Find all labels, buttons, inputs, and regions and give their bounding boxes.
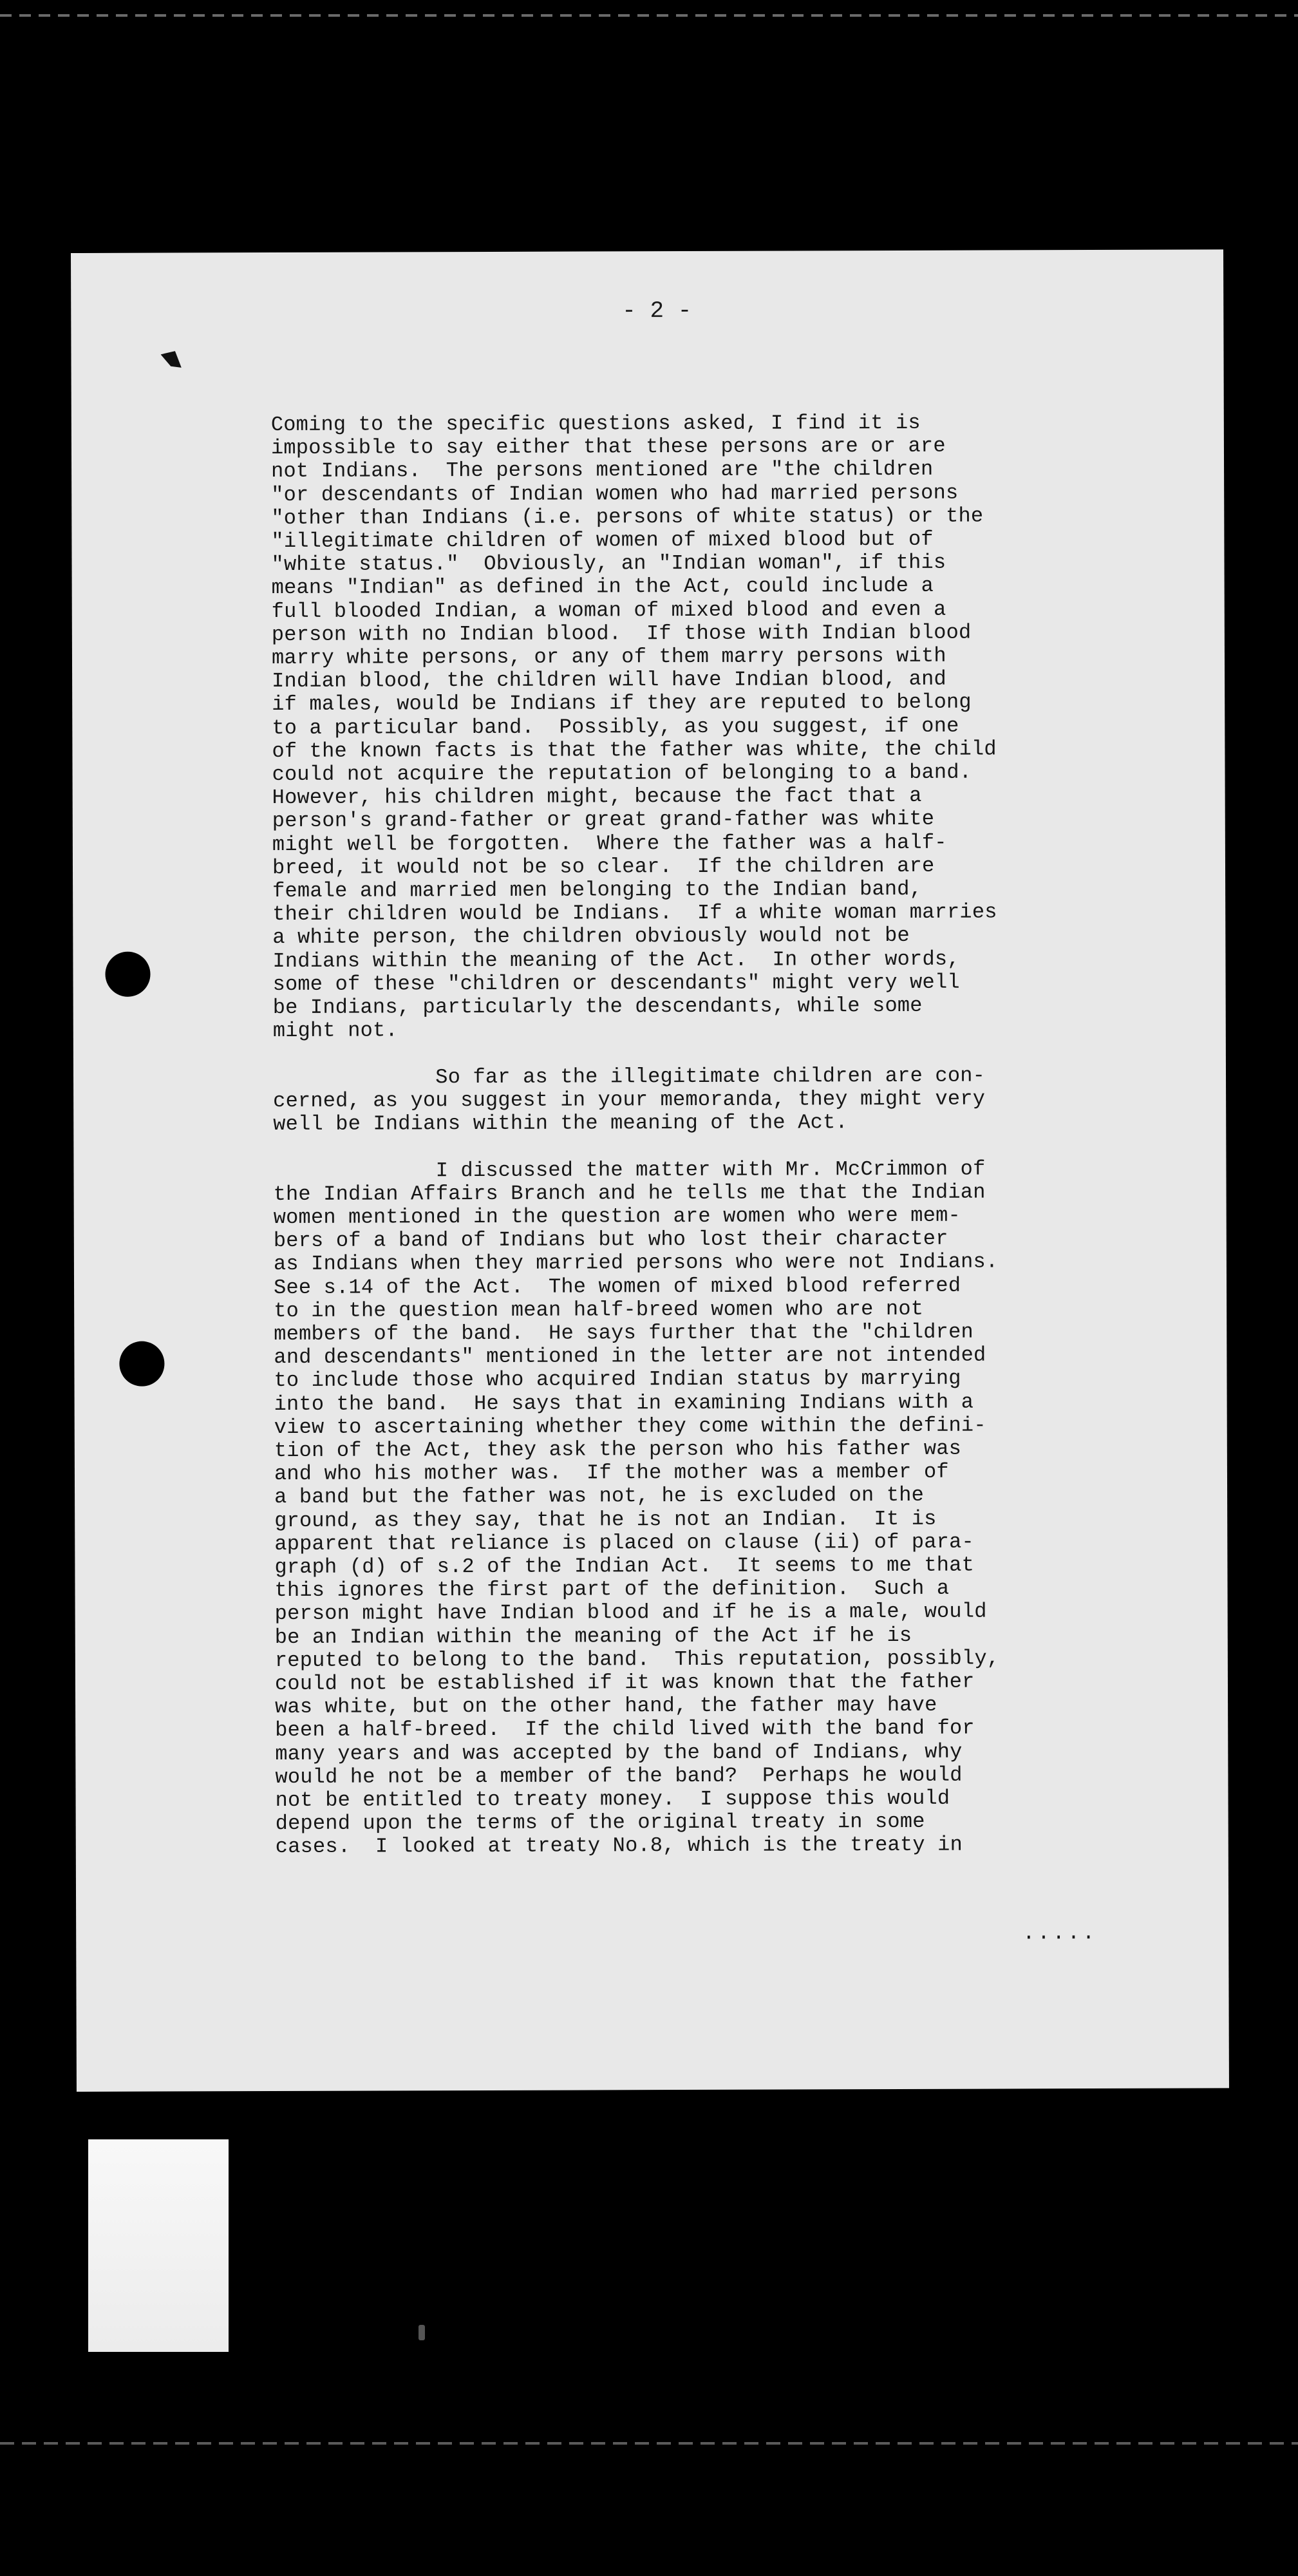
film-strip-bottom-edge — [0, 2442, 1298, 2445]
dust-speck — [419, 2325, 425, 2340]
paragraph-3: I discussed the matter with Mr. McCrimmon of the Indian Affairs Branch and he tells me that the Indian women mentioned in the question are women who were mem- bers of a band of Indians but who lost their character as Indians when they married persons who were not Indians. See s.14 of the Act. The women of mixed blood referred to in the question mean half-breed women who are not members of the band. He says further that the "children and descendants" mentioned in the letter are not intended to include those who acquired Indian status by marrying into the band. He says that in examining Indians with a view to ascertaining whether they come within the defini- tion of the Act, they ask the person who his father was and who his mother was. If the mother was a member of a band but the father was not, he is excluded on the ground, as they say, that he is not an Indian. It is apparent that reliance is placed on clause (ii) of para- graph (d) of s.2 of the Indian Act. It seems to me that this ignores the first part of the definition. Such a person might have Indian blood and if he is a male, would be an Indian within the meaning of the Act if he is reputed to belong to the band. This reputation, possibly, could not be established if it was known that the father was white, but on the other hand, the father may have been a half-breed. If the child lived with the band for many years and was accepted by the band of Indians, why would he not be a member of the band? Perhaps he would not be entitled to treaty money. I suppose this would depend upon the terms of the original treaty in some cases. I looked at treaty No.8, which is the treaty in — [273, 1157, 1000, 1859]
punch-hole-bottom — [119, 1341, 164, 1387]
film-strip-top-edge — [0, 14, 1298, 17]
paper-slip-surface — [88, 2139, 229, 2352]
document-page — [71, 249, 1229, 2092]
letter-body — [271, 410, 1216, 1859]
punch-hole-top — [105, 952, 150, 997]
page-number: - 2 - — [622, 297, 692, 325]
paper-slip — [88, 2139, 229, 2352]
paragraph-1: Coming to the specific questions asked, I find it is impossible to say either that these persons are or are not Indians. The persons mentioned are "the children "or descendants of Indian women who had married persons "other than Indians (i.e. persons of white status) or the "illegitimate children of women of mixed blood but of "white status." Obviously, an "Indian woman", if this means "Indian" as defined in the Act, could include a full blooded Indian, a woman of mixed blood and even a person with no Indian blood. If those with Indian blood marry white persons, or any of them marry persons with Indian blood, the children will have Indian blood, and if males, would be Indians if they are reputed to belong to a particular band. Possibly, as you suggest, if one of the known facts is that the father was white, the child could not acquire the reputation of belonging to a band. However, his children might, because the fact that a person's grand-father or great grand-father was white might well be forgotten. Where the father was a half- breed, it would not be so clear. If the children are female and married men belonging to the Indian band, their children would be Indians. If a white woman marries a white person, the children obviously would not be Indians within the meaning of the Act. In other words, some of these "children or descendants" might very well be Indians, particularly the descendants, while some might not. — [270, 410, 997, 1043]
continuation-mark: ..... — [1022, 1921, 1098, 1946]
paragraph-2: So far as the illegitimate children are con- cerned, as you suggest in your memoranda, they might very well be Indians within the meaning of the Act. — [272, 1063, 986, 1137]
pen-mark — [160, 347, 183, 373]
